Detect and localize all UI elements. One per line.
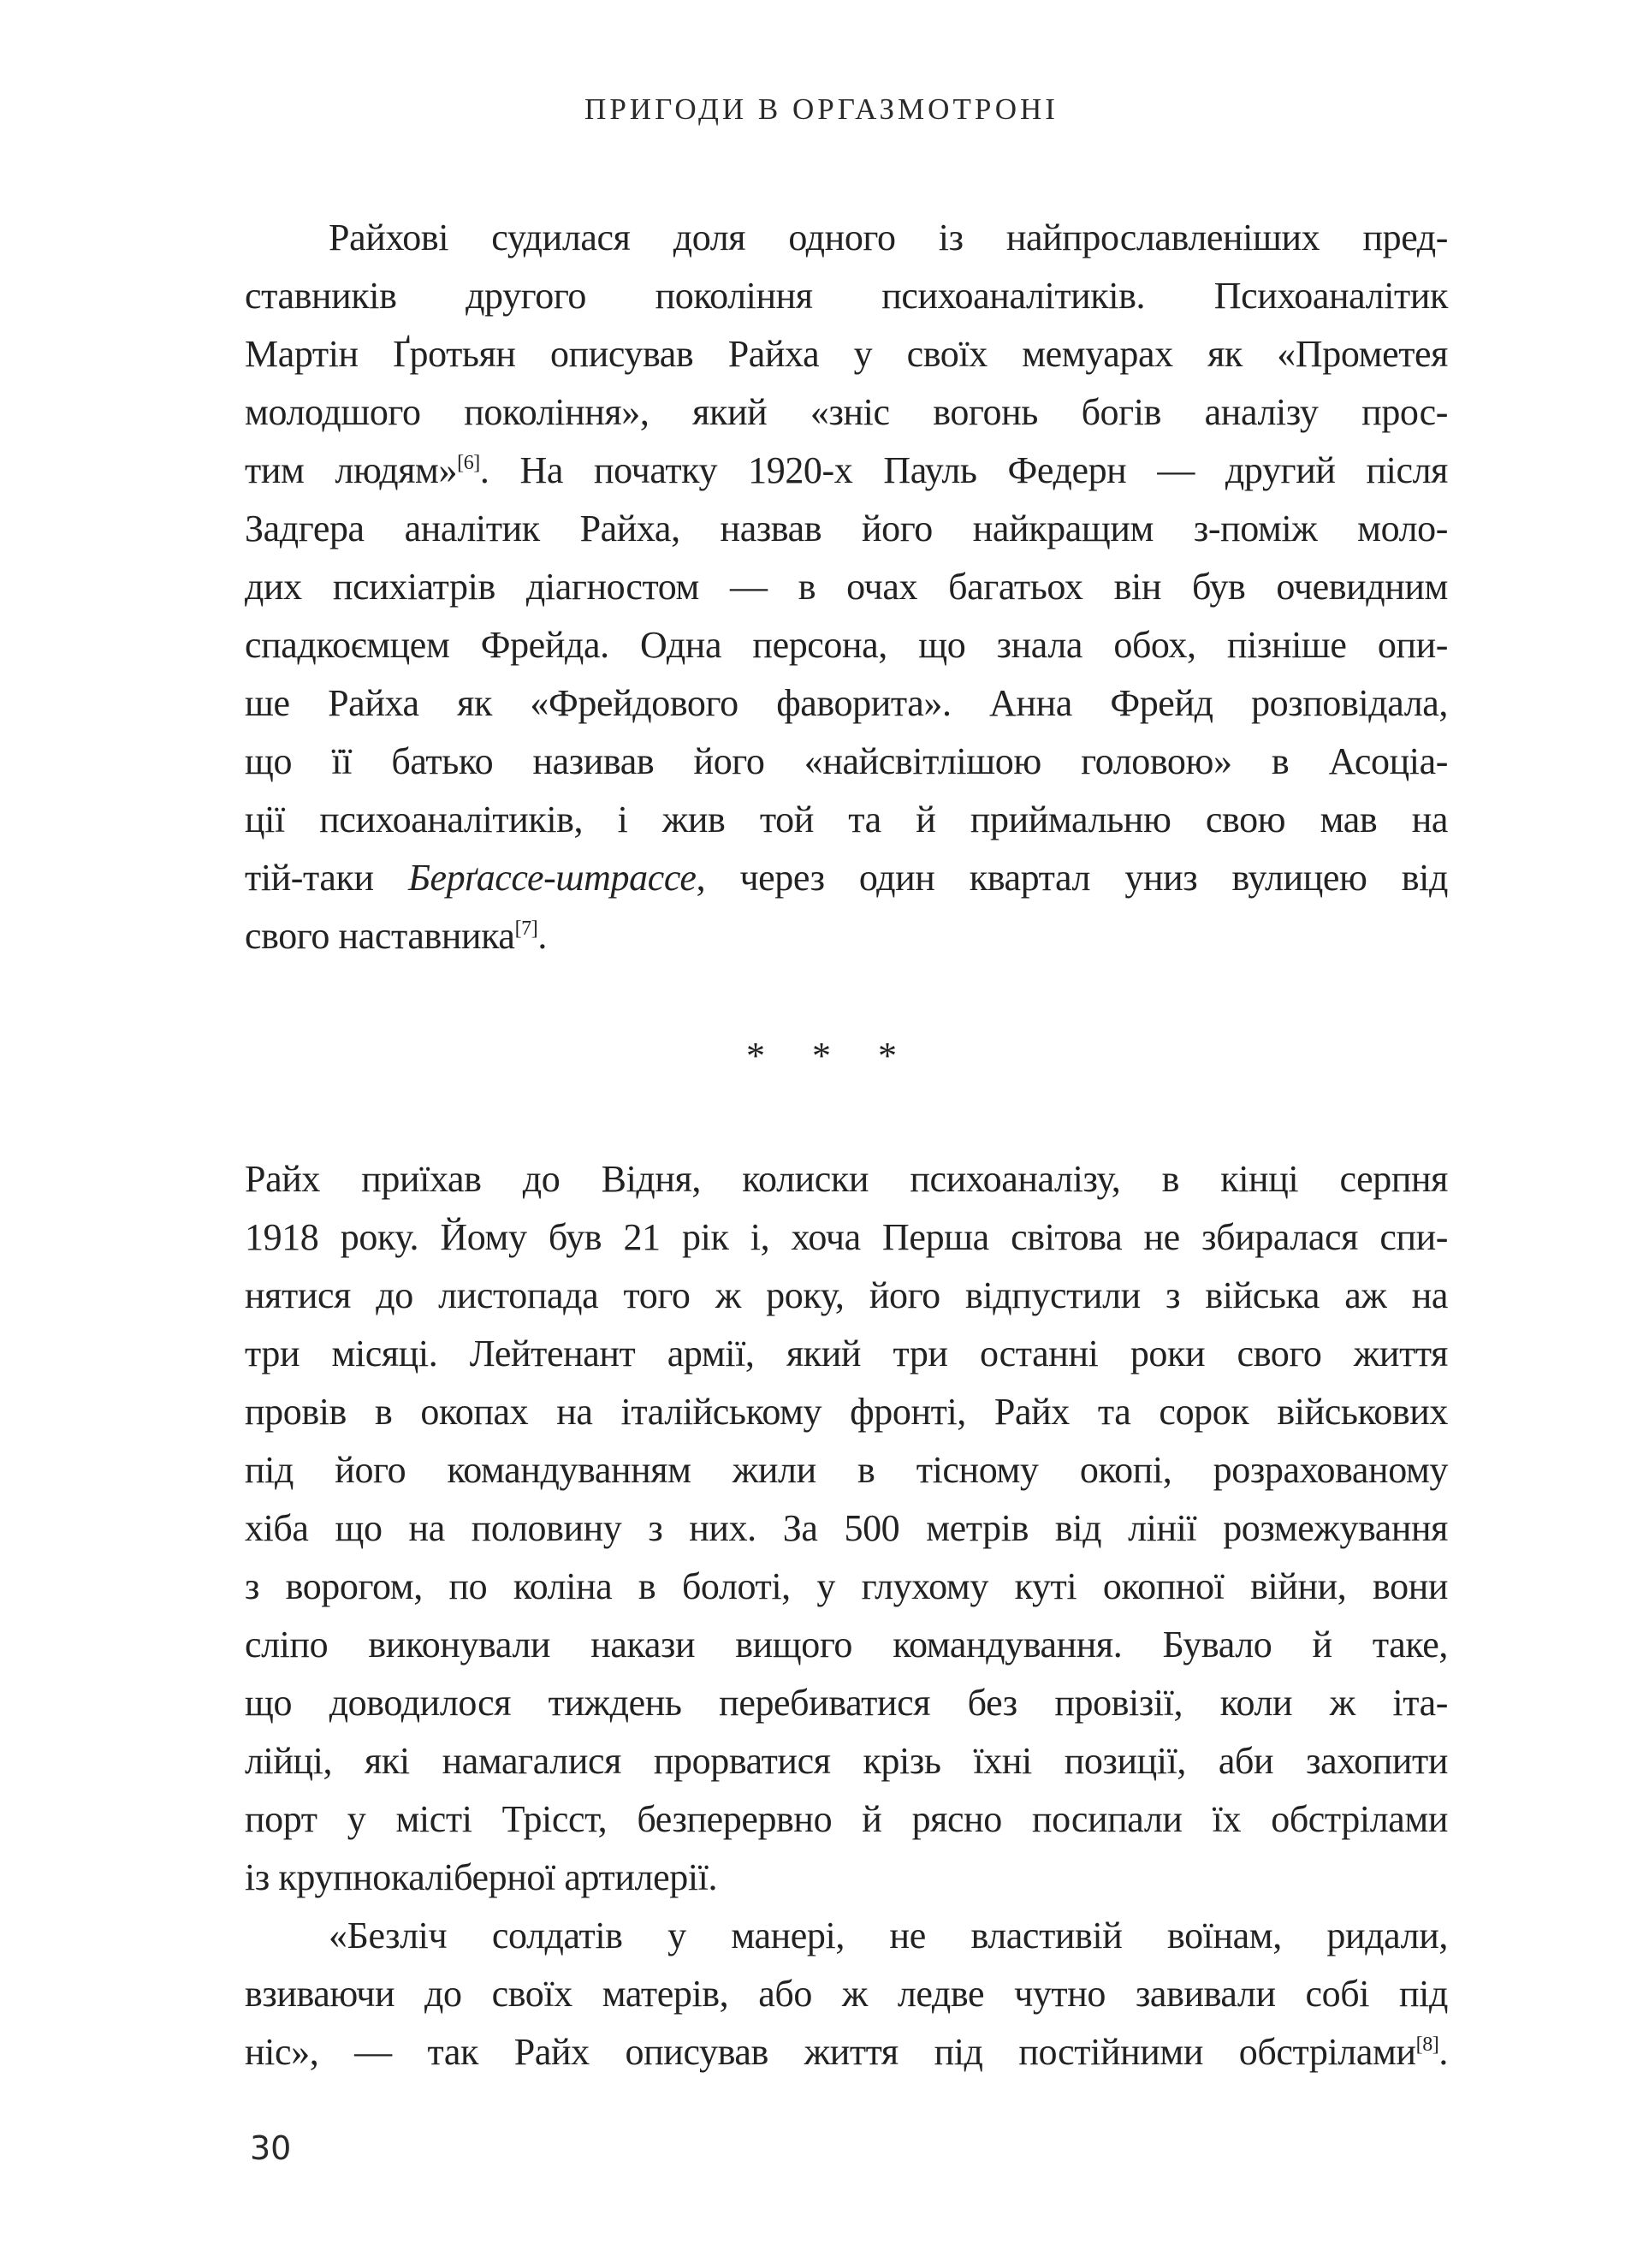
section-1 — [245, 209, 1448, 965]
text-line: Мартін Ґротьян описував Райха у своїх мемуарах як «Прометея — [245, 333, 1448, 375]
text-line: спадкоємцем Фрейда. Одна персона, що знала обох, пізніше опи- — [245, 624, 1448, 666]
text-line: молодшого покоління», який «зніс вогонь богів аналізу прос- — [245, 391, 1448, 433]
running-head: ПРИГОДИ В ОРГАЗМОТРОНІ — [584, 92, 1059, 126]
italic-street-name: Берґассе-штрассе — [407, 857, 697, 899]
footnote-ref-6[interactable]: [6] — [457, 452, 480, 474]
text-line: «Безліч солдатів у манері, не властивій воїнам, ридали, — [329, 1915, 1448, 1956]
text-line: із крупнокаліберної артилерії. — [245, 1856, 718, 1898]
footnote-ref-8[interactable]: [8] — [1415, 2033, 1439, 2056]
text-line: Райхові судилася доля одного із найпрославленіших пред- — [329, 217, 1448, 258]
text-line: Задгера аналітик Райха, назвав його найкращим з-поміж моло- — [245, 508, 1448, 549]
text-line: ніс», — так Райх описував життя під постійними обстрілами[8]. — [245, 2031, 1448, 2073]
page-number: 30 — [250, 2129, 292, 2167]
text-line: 1918 року. Йому був 21 рік і, хоча Перша світова не збиралася спи- — [245, 1216, 1448, 1258]
text-line: нятися до листопада того ж року, його відпустили з війська аж на — [245, 1274, 1448, 1316]
text-line: що її батько називав його «найсвітлішою головою» в Асоціа- — [245, 740, 1448, 782]
text-line: провів в окопах на італійському фронті, Райх та сорок військових — [245, 1391, 1448, 1433]
text-line: що доводилося тиждень перебиватися без провізії, коли ж іта- — [245, 1682, 1448, 1724]
footnote-ref-7[interactable]: [7] — [514, 917, 538, 940]
text-line: сліпо виконували накази вищого командування. Бувало й таке, — [245, 1624, 1448, 1665]
text-line: порт у місті Трісст, безперервно й рясно посипали їх обстрілами — [245, 1798, 1448, 1840]
text-line: дих психіатрів діагностом — в очах багатьох він був очевидним — [245, 566, 1448, 608]
text-line: з ворогом, по коліна в болоті, у глухому куті окопної війни, вони — [245, 1565, 1448, 1607]
text-line: свого наставника[7]. — [245, 915, 547, 957]
section-break-asterisks: * * * — [746, 1035, 916, 1077]
text-line: взиваючи до своїх матерів, або ж ледве чутно завивали собі під — [245, 1973, 1448, 2015]
text-line: Райх приїхав до Відня, колиски психоаналізу, в кінці серпня — [245, 1158, 1448, 1200]
text-line: три місяці. Лейтенант армії, який три останні роки свого життя — [245, 1333, 1448, 1374]
text-line: ше Райха як «Фрейдового фаворита». Анна Фрейд розповідала, — [245, 682, 1448, 724]
text-line: під його командуванням жили в тісному окопі, розрахованому — [245, 1449, 1448, 1491]
text-line: ції психоаналітиків, і жив той та й приймальню свою мав на — [245, 799, 1448, 840]
text-line: лійці, які намагалися прорватися крізь їхні позиції, аби захопити — [245, 1740, 1448, 1782]
text-line: ставників другого покоління психоаналітиків. Психоаналітик — [245, 275, 1448, 317]
text-line: тій-таки Берґассе-штрассе, через один квартал униз вулицею від — [245, 857, 1448, 899]
section-2 — [245, 1150, 1448, 2081]
text-line: тим людям»[6]. На початку 1920-х Пауль Федерн — другий після — [245, 449, 1448, 491]
text-line: хіба що на половину з них. За 500 метрів від лінії розмежування — [245, 1507, 1448, 1549]
